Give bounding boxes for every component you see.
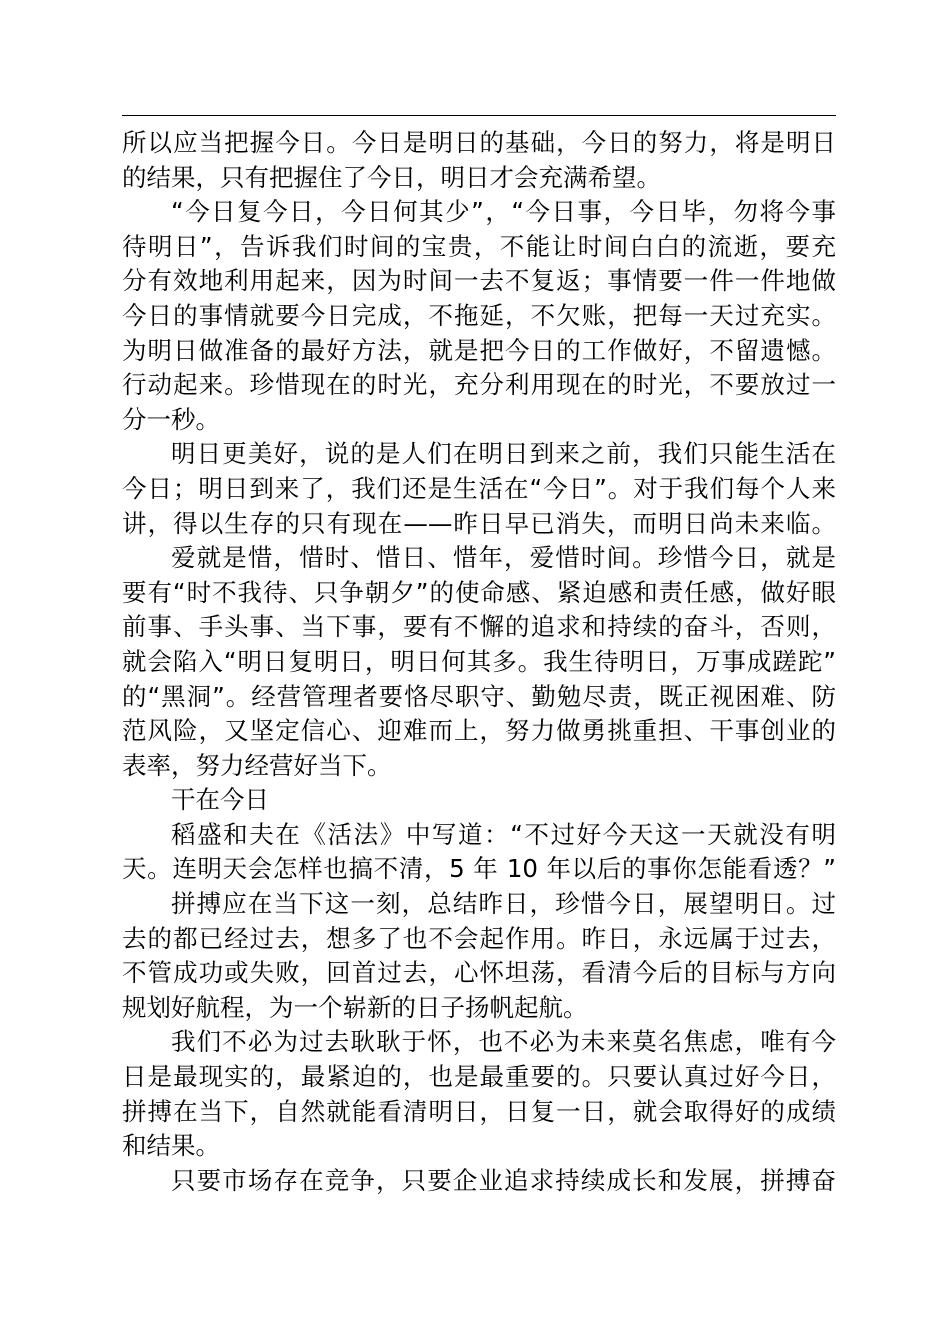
text-line: 范风险，又坚定信心、迎难而上，努力做勇挑重担、干事创业的 [122,716,836,746]
text-line: 稻盛和夫在《活法》中写道：“不过好今天这一天就没有明 [171,819,836,849]
text-line: 天。连明天会怎样也搞不清，5 年 10 年以后的事你怎能看透？” [122,854,836,884]
text-line: 日是最现实的，最紧迫的，也是最重要的。只要认真过好今日， [122,1062,836,1092]
text-line: 规划好航程，为一个崭新的日子扬帆起航。 [122,992,588,1022]
text-line: 今日的事情就要今日完成，不拖延，不欠账，把每一天过充实。 [122,300,836,330]
text-line: 为明日做准备的最好方法，就是把今日的工作做好，不留遗憾。 [122,335,836,365]
text-line: 讲，得以生存的只有现在——昨日早已消失，而明日尚未来临。 [122,508,836,538]
text-line: 不管成功或失败，回首过去，心怀坦荡，看清今后的目标与方向 [122,958,836,988]
text-line: 拼搏在当下，自然就能看清明日，日复一日，就会取得好的成绩 [122,1096,836,1126]
text-line: 去的都已经过去，想多了也不会起作用。昨日，永远属于过去， [122,923,836,953]
text-line: 明日更美好，说的是人们在明日到来之前，我们只能生活在 [171,439,836,469]
text-line: 爱就是惜，惜时、惜日、惜年，爱惜时间。珍惜今日，就是 [171,543,836,573]
text-line: 我们不必为过去耿耿于怀，也不必为未来莫名焦虑，唯有今 [171,1027,836,1057]
text-line: 要有“时不我待、只争朝夕”的使命感、紧迫感和责任感，做好眼 [122,577,836,607]
section-heading: 干在今日 [171,785,269,815]
text-line: 分有效地利用起来，因为时间一去不复返；事情要一件一件地做 [122,266,836,296]
text-line: 和结果。 [122,1131,220,1161]
text-line: 只要市场存在竞争，只要企业追求持续成长和发展，拼搏奋 [171,1165,836,1195]
text-line: 前事、手头事、当下事，要有不懈的追求和持续的奋斗，否则， [122,612,836,642]
text-line: 表率，努力经营好当下。 [122,750,392,780]
text-line: 的结果，只有把握住了今日，明日才会充满希望。 [122,162,661,192]
text-line: 拼搏应在当下这一刻，总结昨日，珍惜今日，展望明日。过 [171,889,836,919]
document-body [122,126,836,1198]
header-rule [122,115,836,116]
text-line: 行动起来。珍惜现在的时光，充分利用现在的时光，不要放过一 [122,370,836,400]
text-line: 分一秒。 [122,404,220,434]
text-line: 待明日”，告诉我们时间的宝贵，不能让时间白白的流逝，要充 [122,231,836,261]
text-line: 的“黑洞”。经营管理者要恪尽职守、勤勉尽责，既正视困难、防 [122,681,836,711]
text-line: 所以应当把握今日。今日是明日的基础，今日的努力，将是明日 [122,128,836,157]
text-line: “今日复今日，今日何其少”，“今日事，今日毕，勿将今事 [171,197,836,227]
text-line: 就会陷入“明日复明日，明日何其多。我生待明日，万事成蹉跎” [122,646,836,676]
text-line: 今日；明日到来了，我们还是生活在“今日”。对于我们每个人来 [122,473,836,503]
